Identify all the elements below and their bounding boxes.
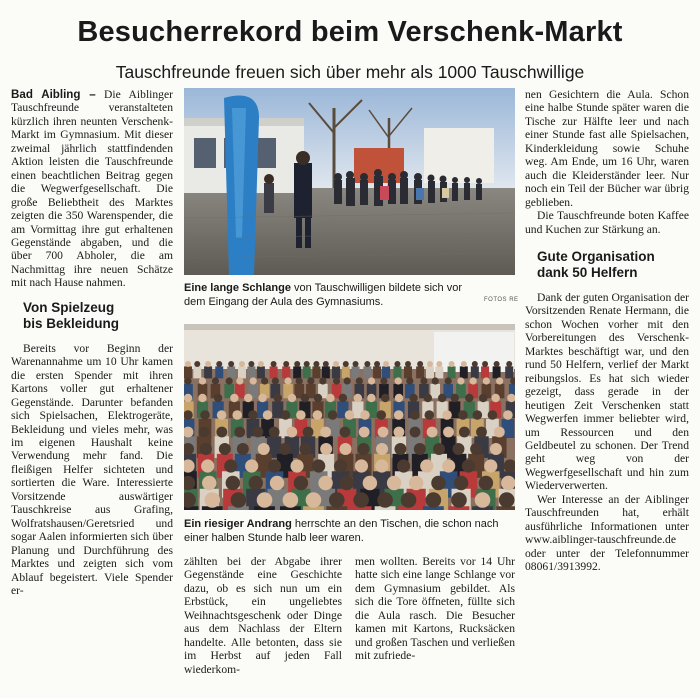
subheading-spielzeug: Von Spielzeug bis Bekleidung bbox=[23, 299, 120, 331]
article-subheadline: Tauschfreunde freuen sich über mehr als 1000 Tauschwillige bbox=[115, 62, 585, 82]
article-column-2 bbox=[184, 555, 342, 676]
photo-crowd-caption: Ein riesiger Andrang herrschte an den Tischen, die schon nach einer halben Stunde halb leer waren. bbox=[184, 518, 499, 544]
photo-queue bbox=[184, 88, 515, 275]
article-column-3 bbox=[355, 555, 515, 663]
paragraph-kontakt: Wer Interesse an der Aiblinger Tauschfreunden hat, erhält ausführliche Informationen unter www.aiblinger-tauschfreunde.de oder unter der Telefonnummer 08061/3913992. bbox=[525, 492, 689, 574]
paragraph-aula: nen Gesichtern die Aula. Schon eine halbe Stunde später waren die Tische zur Hälfte leer und nach einer Stunde fast alle Spielsachen, Kinderkleidung sowie Schuhe weg. Am Ende, um 16 Uhr, waren auch die Kleiderständer leer. Nur noch ein Teil der Bücher war übrig geblieben. bbox=[525, 88, 689, 209]
paragraph-schlange: men wollten. Bereits vor 14 Uhr hatte sich eine lange Schlange vor dem Gymnasium gebildet. Als sich die Tore öffneten, füllte sich die Aula rasch. Die Besucher kamen mit Kartons, Rucksäcken und großen Taschen und verließen mit zufriede- bbox=[355, 555, 515, 663]
subheading-organisation: Gute Organisation dank 50 Helfern bbox=[537, 248, 655, 280]
paragraph-geschichten: zählten bei der Abgabe ihrer Gegenstände eine Geschichte dazu, ob es sich nun um ein Erbstück, ein ungeliebtes Weihnachtsgeschenk oder Dinge aus dem Nachlass der Eltern handelte. Alle betonten, dass sie im Herbst auf jeden Fall wiederkom- bbox=[184, 555, 342, 676]
paragraph-organisation: Dank der guten Organisation der Vorsitzenden Renate Hermann, die schon Wochen vorher mit den Vorbereitungen des Verschenk-Marktes beschäftigt war, und den rund 50 Helfern, verlief der Markt reibungslos. Es hat sich wieder gezeigt, dass gerade in der heutigen Zeit Verschenken statt Wegwerfen immer beliebter wird, um Ressourcen und den Geldbeutel zu schonen. Der Trend geht weg von der Wegwerfgesellschaft und hin zum Wiederverwerten. bbox=[525, 290, 689, 493]
location-dateline: Bad Aibling – bbox=[11, 88, 96, 101]
photo-credit: FOTOS RE bbox=[484, 297, 519, 303]
photo-crowd bbox=[184, 324, 515, 510]
intro-paragraph: Bad Aibling – Die Aiblinger Tauschfreunde veranstalteten kürzlich ihren neunten Verschenk-Markt im Gymnasium. Mit dieser zweimal jährlich stattfindenden Aktion leisten die Tauschfreunde einen beachtlichen Beitrag gegen die Wegwerfgesellschaft. Die große Beliebtheit des Marktes zeigten die 350 Warenspender, die am Vormittag ihre gut erhaltenen Gegenstände abgaben, und die über 700 Abholer, die am Nachmittag ihre neuen Schätze mit nach Hause nahmen. bbox=[11, 88, 173, 290]
article-column-1 bbox=[11, 88, 173, 597]
article-headline: Besucherrekord beim Verschenk-Markt bbox=[77, 16, 623, 48]
article-column-4 bbox=[525, 88, 689, 574]
photo-queue-caption: Eine lange Schlange von Tauschwilligen bildete sich vor dem Eingang der Aula des Gymnasiums. bbox=[184, 282, 462, 308]
paragraph-warenannahme: Bereits vor Beginn der Warenannahme um 10 Uhr kamen die ersten Spender mit ihren Kartons voller gut erhaltener Gegenstände. Darunter befanden sich Spielsachen, Elektrogeräte, Bekleidung und vieles mehr, was im eigenen Haushalt keine Verwendung mehr fand. Die fleißigen Helfer sichteten und sortierten die Ware. Interessierte Vorsitzende auswärtiger Tauschkreise aus Grafing, Wolfratshausen/Geretsried und sogar Aalen informierten sich über Planung und Durchführung des Marktes und zeigten sich vom Ablauf begeistert. Viele Spender er- bbox=[11, 341, 173, 597]
paragraph-kaffee: Die Tauschfreunde boten Kaffee und Kuchen zur Stärkung an. bbox=[525, 209, 689, 236]
